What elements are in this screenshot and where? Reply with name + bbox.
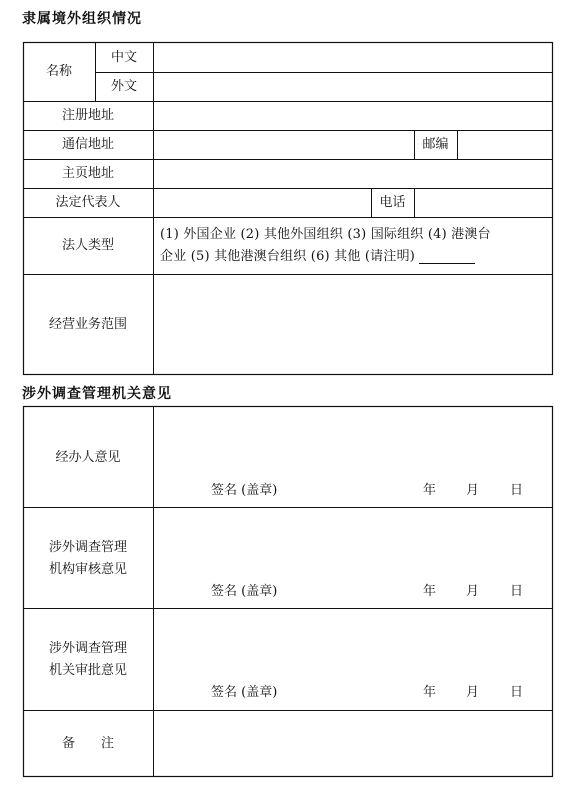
business-scope-label: 经营业务范围 xyxy=(48,317,127,332)
year-label-2: 年 xyxy=(423,584,437,599)
legal-type-options-line2: 企业 (5) 其他港澳台组织 (6) 其他 (请注明) xyxy=(160,249,416,264)
homepage-label: 主页地址 xyxy=(61,166,114,181)
year-label-3: 年 xyxy=(423,685,437,700)
homepage-field[interactable] xyxy=(154,160,552,188)
registered-address-label: 注册地址 xyxy=(61,108,114,123)
sign-label-1: 签名 (盖章) xyxy=(211,483,278,498)
approval-opinion-label-line1: 涉外调查管理 xyxy=(48,641,127,656)
postcode-label: 邮编 xyxy=(422,137,449,152)
legal-type-options-line2-wrap xyxy=(160,250,475,264)
month-label-2: 月 xyxy=(466,584,480,599)
registered-address-field[interactable] xyxy=(154,102,552,130)
mailing-address-field[interactable] xyxy=(154,131,414,159)
remarks-field[interactable] xyxy=(154,711,552,776)
specify-blank-line[interactable] xyxy=(419,251,475,264)
foreign-name-field[interactable] xyxy=(154,73,552,101)
approval-opinion-label-line2: 机关审批意见 xyxy=(48,663,127,678)
section-title-authority-opinion: 涉外调查管理机关意见 xyxy=(22,386,172,402)
remarks-label: 备 注 xyxy=(61,736,114,751)
review-opinion-label-line1: 涉外调查管理 xyxy=(48,540,127,555)
chinese-name-field[interactable] xyxy=(154,43,552,72)
day-label-2: 日 xyxy=(510,584,524,599)
legal-type-options-line1: (1) 外国企业 (2) 其他外国组织 (3) 国际组织 (4) 港澳台 xyxy=(160,227,491,242)
mailing-address-label: 通信地址 xyxy=(61,137,114,152)
phone-field[interactable] xyxy=(415,189,552,217)
month-label-3: 月 xyxy=(466,685,480,700)
legal-representative-label: 法定代表人 xyxy=(55,195,121,210)
handler-opinion-label: 经办人意见 xyxy=(55,450,121,465)
foreign-name-label: 外文 xyxy=(110,79,137,94)
approval-opinion-field[interactable] xyxy=(154,609,552,679)
review-opinion-label-line2: 机构审核意见 xyxy=(48,562,127,577)
sign-label-2: 签名 (盖章) xyxy=(211,584,278,599)
handler-opinion-field[interactable] xyxy=(154,407,552,477)
month-label-1: 月 xyxy=(466,483,480,498)
day-label-3: 日 xyxy=(510,685,524,700)
sign-label-3: 签名 (盖章) xyxy=(211,685,278,700)
year-label-1: 年 xyxy=(423,483,437,498)
legal-entity-type-label: 法人类型 xyxy=(61,238,114,253)
day-label-1: 日 xyxy=(510,483,524,498)
name-label: 名称 xyxy=(45,64,72,79)
business-scope-field[interactable] xyxy=(154,275,552,374)
phone-label: 电话 xyxy=(379,195,406,210)
section-title-affiliated-org: 隶属境外组织情况 xyxy=(22,11,142,27)
review-opinion-field[interactable] xyxy=(154,508,552,578)
postcode-field[interactable] xyxy=(458,131,552,159)
legal-representative-field[interactable] xyxy=(154,189,371,217)
chinese-name-label: 中文 xyxy=(110,50,137,65)
